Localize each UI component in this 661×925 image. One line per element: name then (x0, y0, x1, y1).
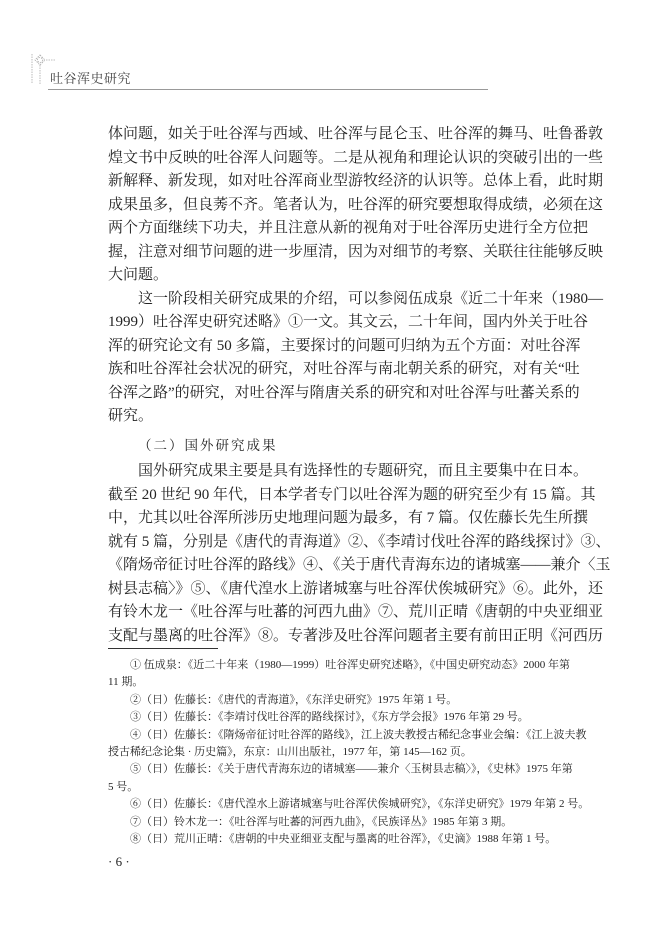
footnote-line: ⑧（日）荒川正晴：《唐朝的中央亚细亚支配与墨离的吐谷浑》，《史滴》1988 年第 1 号。 (130, 832, 557, 845)
text-line: 截至 20 世纪 90 年代，日本学者专门以吐谷浑为题的研究至少有 15 篇。其 (108, 486, 596, 503)
footnote-line: 5 号。 (108, 780, 139, 793)
footnote-line: ⑦（日）铃木龙一：《吐谷浑与吐蕃的河西九曲》，《民族译丛》1985 年第 3 期。 (130, 815, 513, 828)
page-number: · 6 · (108, 854, 130, 869)
text-line: 握，注意对细节问题的进一步厘清，因为对细节的考察、关联往往能够反映 (108, 243, 604, 260)
header-rule (48, 89, 488, 90)
section-heading: （二）国外研究成果 (138, 437, 278, 453)
text-line: 族和吐谷浑社会状况的研究，对吐谷浑与南北朝关系的研究，对有关“吐 (108, 361, 580, 377)
footnote-line: ④（日）佐藤长：《隋炀帝征讨吐谷浑的路线》，江上波夫教授古稀纪念事业会编：《江上波夫教 (130, 728, 587, 741)
text-line: 成果虽多，但良莠不齐。笔者认为，吐谷浑的研究要想取得成绩，必须在这 (108, 196, 604, 213)
text-line: 大问题。 (108, 267, 169, 283)
text-line: 国外研究成果主要是具有选择性的专题研究，而且主要集中在日本。 (138, 463, 589, 479)
text-line: 支配与墨离的吐谷浑》⑧。专著涉及吐谷浑问题者主要有前田正明《河西历 (108, 627, 604, 644)
text-line: 《隋炀帝征讨吐谷浑的路线》④、《关于唐代青海东边的诸城塞——兼介〈玉 (108, 557, 611, 573)
text-line: 研究。 (108, 408, 154, 424)
footnote-line: ① 伍成泉：《近二十年来（1980—1999）吐谷浑史研究述略》，《中国史研究动态》2000 年第 (130, 659, 570, 671)
footnote-line: ⑥（日）佐藤长：《唐代湟水上游诸城塞与吐谷浑伏俟城研究》，《东洋史研究》1979 年第 2 号。 (130, 798, 590, 811)
footnote-line: 授古稀纪念论集 · 历史篇》，东京：山川出版社，1977 年，第 145—162 页。 (108, 745, 472, 758)
text-line: 树县志稿〉》⑤、《唐代湟水上游诸城塞与吐谷浑伏俟城研究》⑥。此外，还 (108, 580, 604, 597)
running-header-title: 吐谷浑史研究 (50, 72, 132, 87)
footnote-line: ②（日）佐藤长：《唐代的青海道》，《东洋史研究》1975 年第 1 号。 (130, 693, 458, 706)
text-line: 煌文书中反映的吐谷浑人问题等。二是从视角和理论认识的突破引出的一些 (108, 149, 604, 166)
footnote-line: ⑤（日）佐藤长：《关于唐代青海东边的诸城塞——兼介〈玉树县志稿〉》，《史林》1975 年第 (130, 763, 573, 776)
text-line: 就有 5 篇，分别是《唐代的青海道》②、《李靖讨伐吐谷浑的路线探讨》③、 (108, 533, 611, 550)
text-line: 体问题，如关于吐谷浑与西域、吐谷浑与昆仑玉、吐谷浑的舞马、吐鲁番敦 (108, 126, 604, 142)
text-line: 这一阶段相关研究成果的介绍，可以参阅伍成泉《近二十年来（1980— (138, 290, 604, 307)
footnote-line: 11 期。 (108, 676, 144, 689)
footnote-line: ③（日）佐藤长：《李靖讨伐吐谷浑的路线探讨》，《东方学会报》1976 年第 29 号。 (130, 711, 529, 724)
body-text (108, 123, 611, 648)
text-line: 新解释、新发现，如对吐谷浑商业型游牧经济的认识等。总体上看，此时期 (108, 173, 604, 189)
footnote-rule (108, 648, 218, 649)
text-line: 有铃木龙一《吐谷浑与吐蕃的河西九曲》⑦、荒川正晴《唐朝的中央亚细亚 (108, 604, 604, 620)
text-line: 中，尤其以吐谷浑所涉历史地理问题为最多，有 7 篇。仅佐藤长先生所撰 (108, 510, 589, 526)
text-line: 两个方面继续下功夫，并且注意从新的视角对于吐谷浑历史进行全方位把 (108, 220, 589, 236)
text-line: 谷浑之路”的研究，对吐谷浑与隋唐关系的研究和对吐谷浑与吐蕃关系的 (108, 384, 580, 401)
text-line: 浑的研究论文有 50 多篇，主要探讨的问题可归纳为五个方面：对吐谷浑 (108, 337, 581, 354)
footnotes (108, 657, 590, 848)
text-line: 1999）吐谷浑史研究述略》①一文。其文云，二十年间，国内外关于吐谷 (108, 314, 589, 330)
